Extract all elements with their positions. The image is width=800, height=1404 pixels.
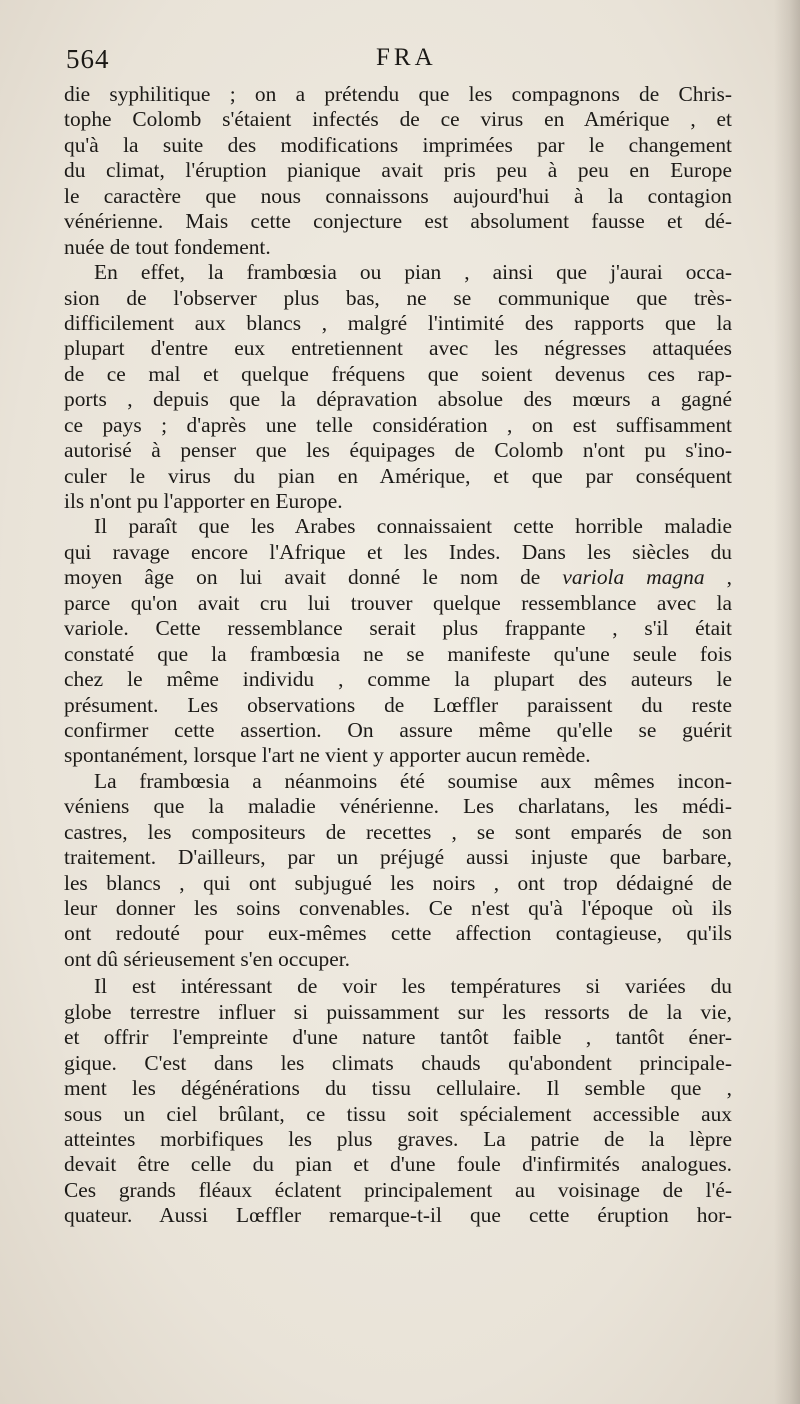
italic-term: variola magna bbox=[562, 565, 705, 590]
text-line: traitement. D'ailleurs, par un préjugé aussi injuste que barbare, bbox=[64, 845, 732, 870]
text-line: plupart d'entre eux entretiennent avec les négresses attaquées bbox=[64, 336, 732, 361]
text-line: sous un ciel brûlant, ce tissu soit spécialement accessible aux bbox=[64, 1101, 732, 1126]
text-line: véniens que la maladie vénérienne. Les charlatans, les médi- bbox=[64, 794, 732, 819]
body-text bbox=[64, 82, 732, 1229]
text-line: ce pays ; d'après une telle considération , on est suffisamment bbox=[64, 412, 732, 437]
text-line: chez le même individu , comme la plupart des auteurs le bbox=[64, 667, 732, 692]
paragraph-2 bbox=[64, 260, 732, 514]
text-line: et offrir l'empreinte d'une nature tantôt faible , tantôt éner- bbox=[64, 1025, 732, 1050]
text-line: La frambœsia a néanmoins été soumise aux mêmes incon- bbox=[94, 768, 732, 793]
text-line: ports , depuis que la dépravation absolue des mœurs a gagné bbox=[64, 387, 732, 412]
text-line: du climat, l'éruption pianique avait pris peu à peu en Europe bbox=[64, 158, 732, 183]
text-line: castres, les compositeurs de recettes , se sont emparés de son bbox=[64, 819, 732, 844]
text-line: nuée de tout fondement. bbox=[64, 234, 271, 259]
text-line: spontanément, lorsque l'art ne vient y apporter aucun remède. bbox=[64, 743, 591, 768]
text-line: de ce mal et quelque fréquens que soient devenus ces rap- bbox=[64, 361, 732, 386]
text-line: culer le virus du pian en Amérique, et que par conséquent bbox=[64, 463, 732, 488]
text-line: difficilement aux blancs , malgré l'intimité des rapports que la bbox=[64, 310, 732, 335]
text-line: présument. Les observations de Lœffler paraissent du reste bbox=[64, 692, 732, 717]
page-number: 564 bbox=[66, 44, 110, 74]
text-line: autorisé à penser que les équipages de Colomb n'ont pu s'ino- bbox=[64, 438, 732, 463]
paragraph-5 bbox=[64, 974, 732, 1228]
text-line: les blancs , qui ont subjugué les noirs , ont trop dédaigné de bbox=[64, 870, 732, 895]
text-line: sion de l'observer plus bas, ne se communique que très- bbox=[64, 285, 732, 310]
text-line: Il est intéressant de voir les températures si variées du bbox=[94, 974, 732, 999]
text-line: devait être celle du pian et d'une foule d'infirmités analogues. bbox=[64, 1152, 732, 1177]
text-line: ont dû sérieusement s'en occuper. bbox=[64, 946, 351, 971]
text-line: qu'à la suite des modifications imprimées par le changement bbox=[64, 132, 732, 157]
text-line: quateur. Aussi Lœffler remarque-t-il que cette éruption hor- bbox=[64, 1203, 732, 1228]
text-line: die syphilitique ; on a prétendu que les compagnons de Chris- bbox=[64, 82, 732, 106]
text-line: Ces grands fléaux éclatent principalement au voisinage de l'é- bbox=[64, 1177, 732, 1202]
paragraph-4 bbox=[64, 769, 732, 973]
text-line: vénérienne. Mais cette conjecture est absolument fausse et dé- bbox=[64, 209, 732, 234]
text-line: variole. Cette ressemblance serait plus frappante , s'il était bbox=[64, 616, 732, 641]
text-line: constaté que la frambœsia ne se manifeste qu'une seule fois bbox=[64, 641, 732, 666]
text-line: gique. C'est dans les climats chauds qu'abondent principale- bbox=[64, 1050, 732, 1075]
text-line: confirmer cette assertion. On assure même qu'elle se guérit bbox=[64, 717, 732, 742]
text-line: tophe Colomb s'étaient infectés de ce virus en Amérique , et bbox=[64, 107, 732, 132]
text-line: globe terrestre influer si puissamment sur les ressorts de la vie, bbox=[64, 999, 732, 1024]
running-head bbox=[66, 44, 730, 78]
text-line line-with-italic: moyen âge on lui avait donné le nom de variola magna , bbox=[64, 565, 732, 590]
text-line: leur donner les soins convenables. Ce n'est qu'à l'époque où ils bbox=[64, 896, 732, 920]
running-title: FRA bbox=[376, 44, 437, 71]
text-line: le caractère que nous connaissons aujourd'hui à la contagion bbox=[64, 183, 732, 208]
text-line: ils n'ont pu l'apporter en Europe. bbox=[64, 489, 343, 513]
text-line: qui ravage encore l'Afrique et les Indes. Dans les siècles du bbox=[64, 539, 732, 564]
paragraph-3 bbox=[64, 514, 732, 768]
text-line: atteintes morbifiques les plus graves. La patrie de la lèpre bbox=[64, 1126, 732, 1151]
binding-shadow bbox=[774, 0, 800, 1404]
paragraph-1 bbox=[64, 82, 732, 260]
text-line: parce qu'on avait cru lui trouver quelque ressemblance avec la bbox=[64, 590, 732, 615]
text-line: Il paraît que les Arabes connaissaient cette horrible maladie bbox=[94, 514, 732, 539]
text-line: ont redouté pour eux-mêmes cette affection contagieuse, qu'ils bbox=[64, 921, 732, 946]
text-line: En effet, la frambœsia ou pian , ainsi que j'aurai occa- bbox=[94, 260, 732, 285]
text-line: ment les dégénérations du tissu cellulaire. Il semble que , bbox=[64, 1076, 732, 1101]
